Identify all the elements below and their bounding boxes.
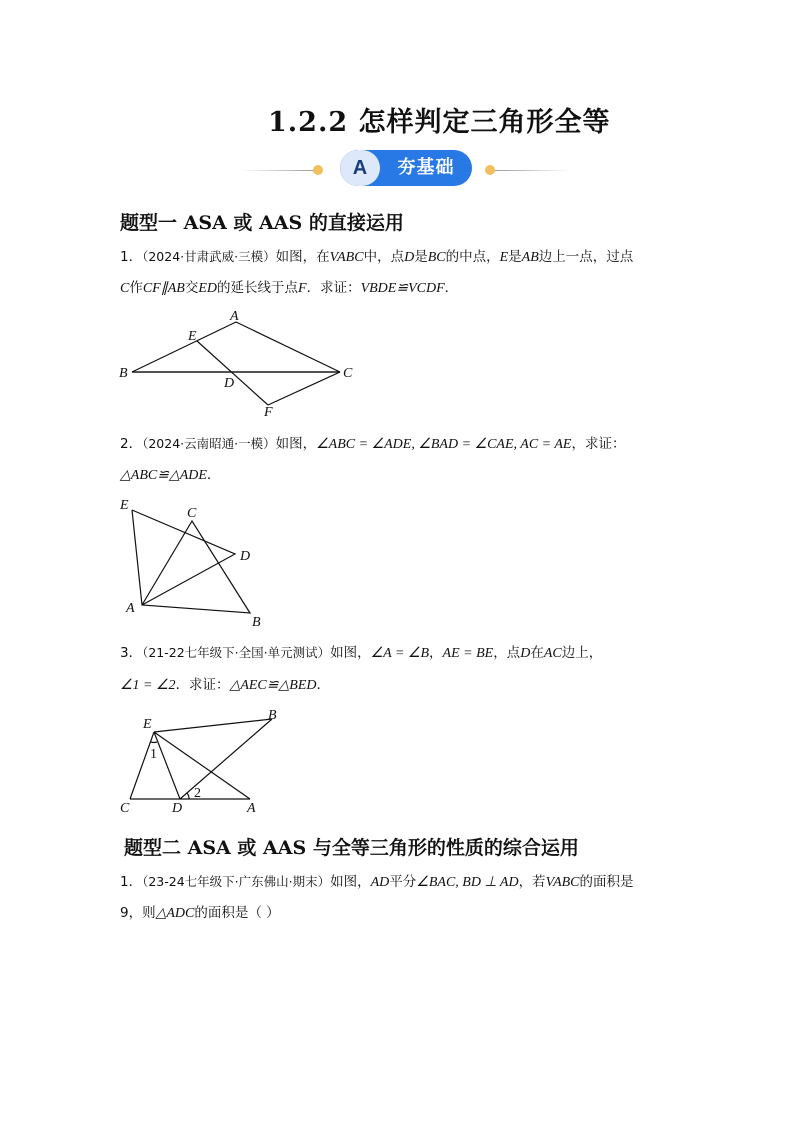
math: △AEC≌△BED bbox=[229, 678, 317, 693]
text: 是 bbox=[414, 249, 428, 265]
segment-ef bbox=[197, 341, 268, 405]
math: BC bbox=[427, 250, 446, 265]
text: ，求证： bbox=[571, 436, 626, 452]
text: ． bbox=[316, 677, 330, 693]
text: 边上一点，过点 bbox=[538, 249, 634, 265]
problem-3-line-1 bbox=[120, 644, 602, 663]
angle-2-arc bbox=[187, 793, 189, 799]
text: 在 bbox=[530, 645, 544, 661]
problem-2-line-2 bbox=[120, 466, 220, 485]
text: 中，点 bbox=[363, 249, 405, 265]
label-angle-1: 1 bbox=[150, 747, 157, 762]
math: △ADC bbox=[155, 906, 195, 921]
math: ∠A = ∠B bbox=[370, 646, 430, 661]
math: VABC bbox=[329, 250, 364, 265]
label-angle-2: 2 bbox=[194, 786, 201, 801]
label-e: E bbox=[120, 498, 129, 513]
problem-3-line-2 bbox=[120, 676, 330, 695]
segment-eb bbox=[154, 719, 272, 732]
problem-2-line-1 bbox=[120, 435, 625, 454]
text: ．求证： bbox=[306, 280, 361, 296]
math: AE = BE bbox=[442, 646, 494, 661]
text: 如图，在 bbox=[275, 249, 330, 265]
text: ，则 bbox=[128, 905, 156, 921]
figure-problem-2 bbox=[110, 495, 280, 635]
segment-ed bbox=[154, 732, 180, 799]
banner-dot-left bbox=[313, 165, 323, 175]
text: 是 bbox=[508, 249, 522, 265]
level-banner bbox=[240, 150, 570, 188]
math: AC bbox=[543, 646, 562, 661]
text: 平分 bbox=[389, 874, 417, 890]
banner-divider-right bbox=[495, 170, 570, 171]
math: F bbox=[298, 281, 307, 296]
label-e: E bbox=[188, 329, 197, 344]
segment-ea bbox=[154, 732, 250, 799]
math: AB bbox=[521, 250, 539, 265]
problem-source: （2024·云南昭通·一模） bbox=[142, 436, 276, 451]
math: ∠BAC, BD ⊥ AD bbox=[416, 875, 519, 890]
problem-source: （23-24七年级下·广东佛山·期末） bbox=[142, 874, 331, 889]
text: 交 bbox=[184, 280, 199, 296]
label-a: A bbox=[230, 309, 239, 324]
math: VABC bbox=[545, 875, 580, 890]
banner-divider-left bbox=[240, 170, 315, 171]
text: ， bbox=[429, 645, 443, 661]
segment-ce bbox=[130, 732, 154, 799]
text: 的中点， bbox=[445, 249, 500, 265]
math: E bbox=[499, 250, 509, 265]
label-f: F bbox=[264, 405, 273, 420]
label-d: D bbox=[172, 801, 183, 816]
text: ． bbox=[444, 280, 459, 296]
math: △ABC≌△ADE bbox=[120, 468, 207, 483]
label-d: D bbox=[224, 376, 235, 391]
math: C bbox=[120, 281, 130, 296]
math: D bbox=[404, 250, 415, 265]
problem-number: 1． bbox=[120, 249, 143, 265]
triangle-abc bbox=[132, 510, 250, 613]
math: CF∥AB bbox=[142, 281, 185, 296]
text: 如图， bbox=[330, 645, 371, 661]
problem-s2-1-line-2 bbox=[120, 904, 280, 923]
section-title-2: 题型二 ASA 或 AAS 与全等三角形的性质的综合运用 bbox=[124, 837, 579, 859]
problem-s2-1-line-1 bbox=[120, 873, 634, 892]
text: 的面积是 bbox=[579, 874, 634, 890]
text: ，若 bbox=[518, 874, 546, 890]
math: ∠ABC = ∠ADE, ∠BAD = ∠CAE, AC = AE bbox=[316, 437, 572, 452]
text: ，点 bbox=[493, 645, 521, 661]
text: 如图， bbox=[275, 436, 317, 452]
problem-1-line-1 bbox=[120, 248, 633, 267]
problem-number: 2． bbox=[120, 436, 143, 452]
problem-source: （2024·甘肃武威·三模） bbox=[142, 249, 276, 264]
problem-source: （21-22七年级下·全国·单元测试） bbox=[142, 645, 331, 660]
problem-number: 1． bbox=[120, 874, 143, 890]
math: ED bbox=[198, 281, 218, 296]
segment-cf bbox=[268, 372, 340, 405]
text: 边上， bbox=[561, 645, 603, 661]
text: 的面积是（ ） bbox=[194, 905, 280, 921]
text: ． bbox=[206, 467, 221, 483]
label-b: B bbox=[252, 615, 261, 630]
math: AD bbox=[370, 875, 390, 890]
math: ∠1 = ∠2 bbox=[120, 678, 176, 693]
triangle-ade bbox=[132, 510, 235, 605]
figure-problem-1 bbox=[110, 308, 370, 423]
text: ．求证： bbox=[175, 677, 230, 693]
figure-problem-3 bbox=[110, 705, 290, 820]
level-badge bbox=[340, 150, 472, 186]
section-title-1: 题型一 ASA 或 AAS 的直接运用 bbox=[120, 212, 404, 234]
page-title: 1.2.2 怎样判定三角形全等 bbox=[268, 107, 611, 138]
text: 如图， bbox=[330, 874, 371, 890]
banner-dot-right bbox=[485, 165, 495, 175]
label-c: C bbox=[343, 366, 353, 381]
label-c: C bbox=[187, 506, 197, 521]
text: 9 bbox=[120, 905, 129, 921]
label-b: B bbox=[268, 708, 277, 723]
label-c: C bbox=[120, 801, 130, 816]
level-label: 夯基础 bbox=[397, 157, 455, 178]
text: 作 bbox=[129, 280, 143, 296]
label-e: E bbox=[143, 717, 152, 732]
text: 的延长线于点 bbox=[217, 280, 299, 296]
problem-1-line-2 bbox=[120, 279, 458, 298]
math: VBDE≌VCDF bbox=[360, 281, 445, 296]
label-d: D bbox=[240, 549, 251, 564]
level-letter: A bbox=[340, 150, 380, 186]
label-a: A bbox=[247, 801, 256, 816]
triangle-abc bbox=[132, 322, 340, 372]
problem-number: 3． bbox=[120, 645, 143, 661]
label-a: A bbox=[126, 601, 135, 616]
math: D bbox=[520, 646, 531, 661]
label-b: B bbox=[119, 366, 128, 381]
